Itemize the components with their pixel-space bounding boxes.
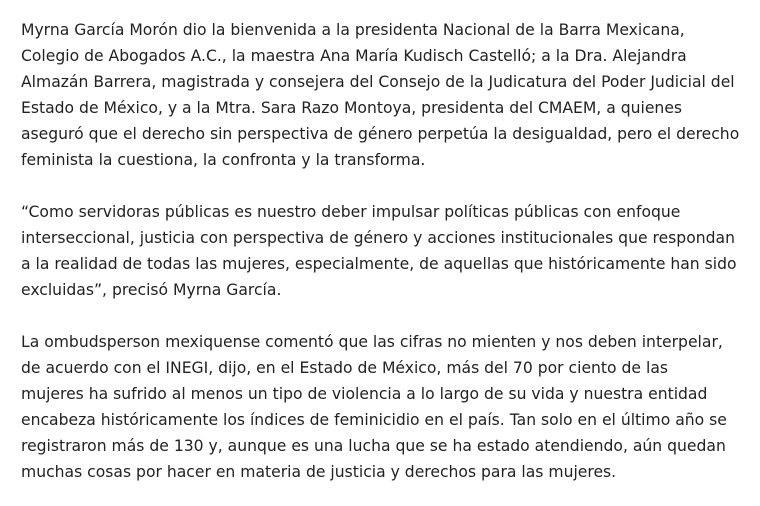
paragraph-line: de acuerdo con el INEGI, dijo, en el Estado de México, más del 70 por ciento de las [21, 359, 668, 377]
paragraph-statistics [21, 329, 740, 485]
paragraph-line: Estado de México, y a la Mtra. Sara Razo Montoya, presidenta del CMAEM, a quienes [21, 99, 683, 117]
paragraph-line: muchas cosas por hacer en materia de justicia y derechos para las mujeres. [21, 463, 617, 481]
paragraph-line: encabeza históricamente los índices de feminicidio en el país. Tan solo en el último año se [21, 411, 727, 429]
paragraph-line: Colegio de Abogados A.C., la maestra Ana María Kudisch Castelló; a la Dra. Alejandra [21, 47, 687, 65]
paragraph-line: excluidas”, precisó Myrna García. [21, 281, 282, 299]
paragraph-line: registraron más de 130 y, aunque es una lucha que se ha estado atendiendo, aún quedan [21, 437, 726, 455]
paragraph-line: La ombudsperson mexiquense comentó que las cifras no mienten y nos deben interpelar, [21, 333, 723, 351]
paragraph-line: Myrna García Morón dio la bienvenida a la presidenta Nacional de la Barra Mexicana, [21, 21, 685, 39]
paragraph-line: feminista la cuestiona, la confronta y la transforma. [21, 151, 426, 169]
paragraph-line: interseccional, justicia con perspectiva de género y acciones institucionales que respondan [21, 229, 735, 247]
paragraph-line: Almazán Barrera, magistrada y consejera del Consejo de la Judicatura del Poder Judicial del [21, 73, 735, 91]
paragraph-line: mujeres ha sufrido al menos un tipo de violencia a lo largo de su vida y nuestra entidad [21, 385, 708, 403]
paragraph-line: aseguró que el derecho sin perspectiva de género perpetúa la desigualdad, pero el derecho [21, 125, 740, 143]
paragraph-welcome [21, 17, 740, 173]
paragraph-line: a la realidad de todas las mujeres, especialmente, de aquellas que históricamente han sido [21, 255, 737, 273]
paragraph-quote [21, 199, 740, 303]
paragraph-line: “Como servidoras públicas es nuestro deber impulsar políticas públicas con enfoque [21, 203, 681, 221]
